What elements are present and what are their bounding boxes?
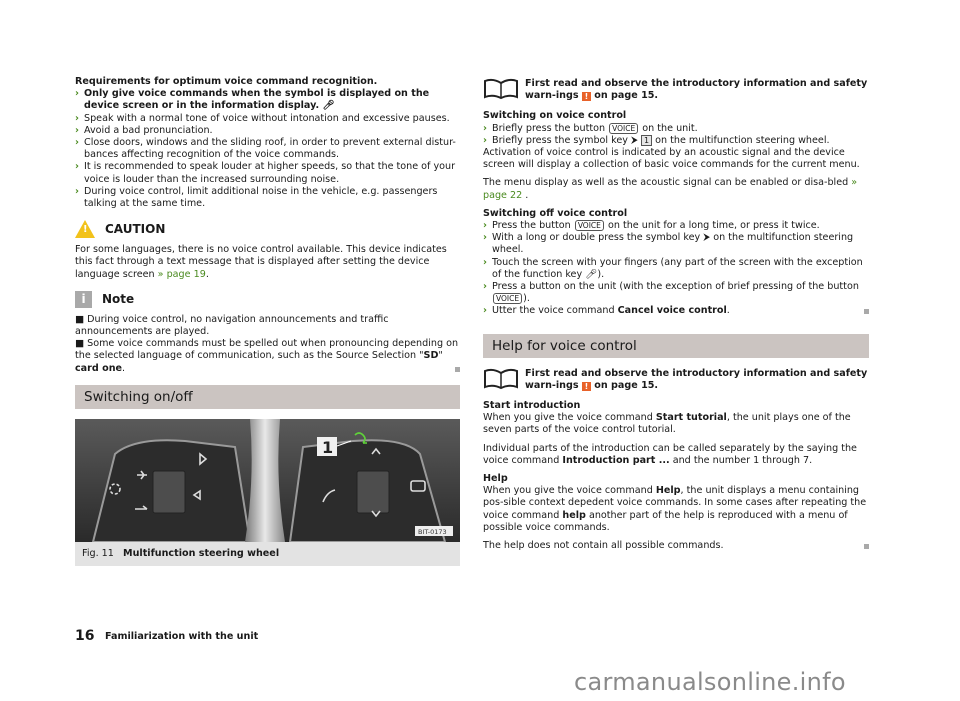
callout-number: 1 bbox=[641, 135, 652, 146]
requirement-item: › During voice control, limit additional noise in the vehicle, e.g. passengers talking at the same time. bbox=[75, 185, 438, 210]
bullet-arrow-icon: › bbox=[483, 305, 487, 317]
switch-off-step: › Utter the voice command Cancel voice control. bbox=[483, 305, 869, 317]
voice-key: VOICE bbox=[575, 220, 604, 231]
switch-on-step: › Briefly press the button VOICE on the unit. bbox=[483, 122, 698, 134]
note-item: ■ Some voice commands must be spelled out when pronouncing depending on the selected language of communication, such as the Source Selection "SD" card one. bbox=[75, 338, 459, 374]
info-icon: i bbox=[75, 291, 92, 308]
caution-header bbox=[75, 220, 460, 238]
end-marker-icon bbox=[455, 367, 460, 372]
switch-off-step: › With a long or double press the symbol key ⮞ on the multifunction steering wheel. bbox=[483, 232, 854, 256]
menu-display-text: The menu display as well as the acoustic signal can be enabled or disa-bled » page 22 . bbox=[483, 177, 858, 201]
requirement-item: › Only give voice commands when the symbol is displayed on the device screen or in the information display. 🎤︎ bbox=[75, 88, 430, 112]
bullet-arrow-icon: › bbox=[75, 161, 79, 173]
page-link[interactable]: » page 22 bbox=[483, 177, 858, 201]
switch-off-step: › Touch the screen with your fingers (any part of the screen with the exception of the function key 🎤︎). bbox=[483, 256, 863, 280]
requirement-item: › It is recommended to speak louder at higher speeds, so that the tone of your voice is louder than the increased surrounding noise. bbox=[75, 161, 456, 185]
switch-on-title: Switching on voice control bbox=[483, 110, 627, 122]
activation-text: Activation of voice control is indicated by an acoustic signal and the device screen will display a collection of basic voice commands for the current menu. bbox=[483, 147, 860, 171]
book-icon bbox=[483, 368, 519, 390]
start-intro-title: Start introduction bbox=[483, 400, 581, 412]
help-note: The help does not contain all possible commands. bbox=[483, 540, 869, 552]
bullet-arrow-icon: › bbox=[483, 256, 487, 268]
section-help: Help for voice control bbox=[483, 334, 869, 358]
bullet-arrow-icon: › bbox=[483, 232, 487, 244]
bullet-arrow-icon: › bbox=[483, 134, 487, 146]
microphone-icon: 🎤︎ bbox=[322, 100, 335, 112]
note-item: ■ During voice control, no navigation announcements and traffic announcements are played. bbox=[75, 313, 389, 338]
requirements-title: Requirements for optimum voice command recognition. bbox=[75, 76, 378, 87]
help-text: When you give the voice command Help, the unit displays a menu containing pos-sible context depedent voice commands. In some cases after repeating the voice command help another part of the help is reproduced with a menu of possible voice commands. bbox=[483, 485, 867, 533]
book-icon bbox=[483, 78, 519, 100]
requirement-item: › Avoid a bad pronunciation. bbox=[75, 124, 213, 136]
bullet-arrow-icon: › bbox=[75, 112, 79, 124]
note-header bbox=[75, 291, 460, 308]
warning-icon: ! bbox=[582, 92, 591, 101]
switch-off-step: › Press a button on the unit (with the exception of brief pressing of the button VOICE ). bbox=[483, 281, 859, 305]
end-marker-icon bbox=[864, 544, 869, 549]
steering-wheel-figure bbox=[75, 419, 460, 542]
bullet-arrow-icon: › bbox=[483, 220, 487, 232]
switch-on-step: › Briefly press the symbol key ⮞ 1 on the multifunction steering wheel. bbox=[483, 134, 830, 146]
page-link[interactable]: » page 19 bbox=[157, 268, 206, 280]
caution-icon: ! bbox=[75, 220, 95, 238]
voice-symbol-icon: ⮞ bbox=[703, 232, 711, 244]
caution-text: For some languages, there is no voice control available. This device indicates this fact through a text message that is displayed after setting the device language screen » page 19. bbox=[75, 244, 447, 280]
page-number: 16 bbox=[75, 628, 95, 644]
left-column bbox=[75, 76, 460, 566]
bullet-arrow-icon: › bbox=[483, 281, 487, 293]
note-title: Note bbox=[102, 292, 135, 307]
steering-wheel-image bbox=[75, 419, 460, 542]
section-switching: Switching on/off bbox=[75, 385, 460, 409]
switch-off-title: Switching off voice control bbox=[483, 207, 628, 219]
end-marker-icon bbox=[864, 309, 869, 314]
caution-title: CAUTION bbox=[105, 222, 166, 237]
intro-parts-text: Individual parts of the introduction can be called separately by the saying the voice command Introduction part ... and the number 1 through 7. bbox=[483, 442, 857, 466]
start-intro-text: When you give the voice command Start tutorial, the unit plays one of the seven parts of the voice control tutorial. bbox=[483, 412, 851, 436]
read-first-block: First read and observe the introductory information and safety warn-ings ! on page 15. bbox=[483, 368, 869, 392]
requirement-item: › Speak with a normal tone of voice without intonation and excessive pauses. bbox=[75, 112, 450, 124]
right-column bbox=[483, 76, 869, 552]
microphone-icon: 🎤︎ bbox=[585, 268, 598, 280]
warning-icon: ! bbox=[582, 382, 591, 391]
bullet-arrow-icon: › bbox=[75, 137, 79, 149]
requirement-item: › Close doors, windows and the sliding roof, in order to prevent external distur-bances affecting recognition of the voice commands. bbox=[75, 137, 456, 161]
read-first-block: First read and observe the introductory information and safety warn-ings ! on page 15. bbox=[483, 78, 869, 102]
bullet-arrow-icon: › bbox=[75, 185, 79, 197]
bullet-arrow-icon: › bbox=[75, 88, 79, 100]
switch-off-step: › Press the button VOICE on the unit for a long time, or press it twice. bbox=[483, 220, 820, 232]
voice-key: VOICE bbox=[493, 293, 522, 304]
footer-title: Familiarization with the unit bbox=[105, 631, 259, 642]
help-title: Help bbox=[483, 473, 508, 485]
callout-1: 1 bbox=[322, 437, 334, 457]
watermark: carmanualsonline.info bbox=[574, 668, 846, 696]
voice-symbol-icon: ⮞ bbox=[630, 134, 638, 146]
bullet-arrow-icon: › bbox=[483, 122, 487, 134]
figure-code: BIT-0173 bbox=[418, 527, 447, 536]
bullet-arrow-icon: › bbox=[75, 124, 79, 136]
figure-caption: Fig. 11 Multifunction steering wheel bbox=[75, 542, 460, 566]
voice-key: VOICE bbox=[609, 123, 638, 134]
